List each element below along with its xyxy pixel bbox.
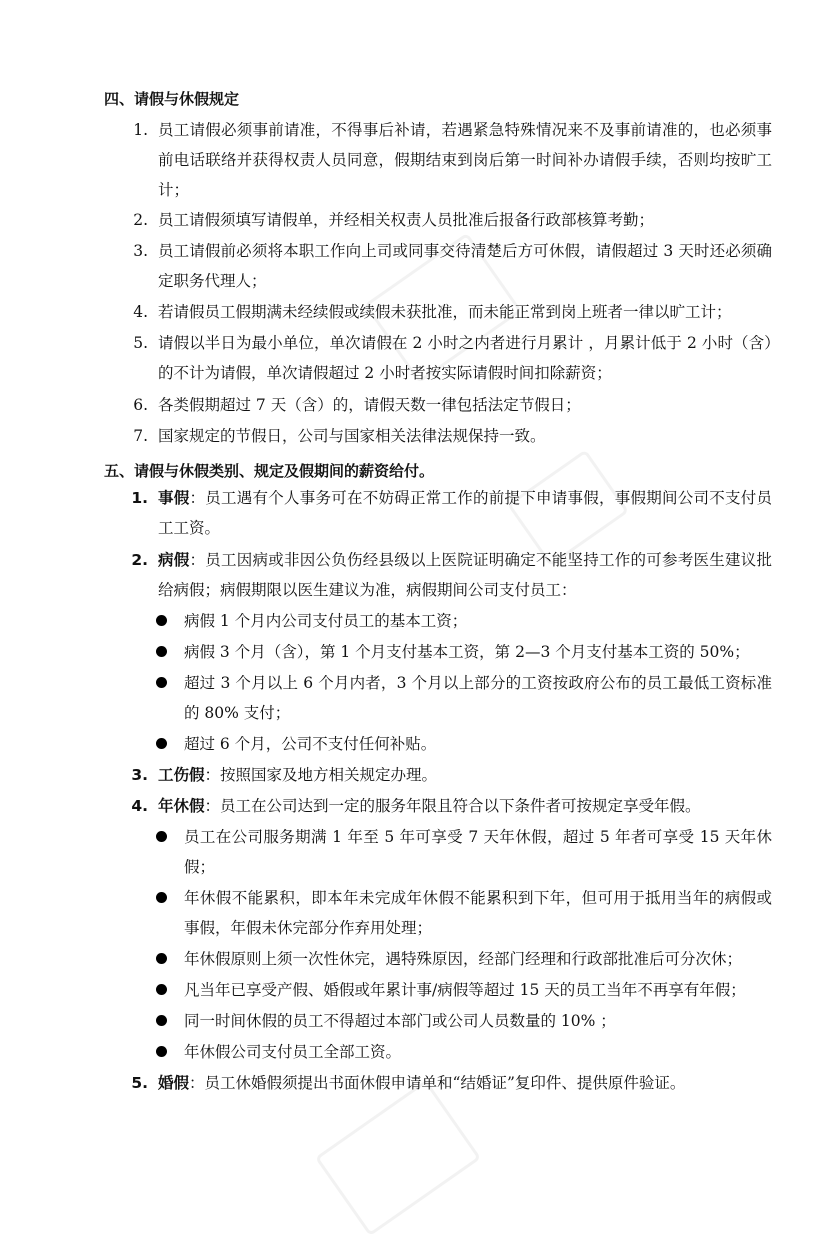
bullet-icon (156, 738, 167, 749)
bullet-icon (156, 892, 167, 903)
bullet-text: 年休假公司支付员工全部工资。 (184, 1043, 402, 1061)
bullet-text: 年休假原则上须一次性休完，遇特殊原因，经部门经理和行政部批准后可分次休； (184, 950, 743, 968)
bullet-text: 凡当年已享受产假、婚假或年累计事/病假等超过 15 天的员工当年不再享有年假； (184, 981, 746, 999)
leave-type-work-injury (112, 760, 772, 790)
rule-item-1 (112, 115, 772, 205)
item-number: 7. (133, 427, 148, 445)
item-text: 员工请假前必须将本职工作向上司或同事交待清楚后方可休假，请假超过 3 天时还必须确定职务代理人； (158, 242, 772, 290)
watermark-shape (315, 1080, 481, 1236)
leave-type-label: 病假 (158, 551, 190, 569)
leave-type-desc: ：员工休婚假须提出书面休假申请单和“结婚证”复印件、提供原件验证。 (189, 1074, 686, 1092)
rule-item-7 (112, 421, 772, 451)
leave-type-desc: ：员工遇有个人事务可在不妨碍正常工作的前提下申请事假，事假期间公司不支付员工工资。 (158, 489, 772, 537)
item-number: 4. (133, 303, 148, 321)
rule-item-6 (112, 390, 772, 420)
item-text (158, 545, 772, 605)
item-number: 3. (131, 766, 148, 784)
annual-bullet-4 (156, 975, 772, 1005)
item-text: 请假以半日为最小单位，单次请假在 2 小时之内者进行月累计 ，月累计低于 2 小时（含）的不计为请假，单次请假超过 2 小时者按实际请假时间扣除薪资； (158, 334, 772, 382)
bullet-icon (156, 831, 167, 842)
leave-type-annual (112, 791, 772, 821)
bullet-icon (156, 1046, 167, 1057)
item-number: 2. (133, 211, 148, 229)
item-number: 5. (133, 334, 148, 352)
leave-type-desc: ：员工因病或非因公负伤经县级以上医院证明确定不能坚持工作的可参考医生建议批给病假；病假期限以医生建议为准，病假期间公司支付员工： (158, 551, 772, 599)
leave-type-label: 婚假 (158, 1074, 190, 1092)
item-number: 5. (131, 1074, 148, 1092)
sick-bullet-2 (156, 637, 772, 667)
item-number: 3. (133, 242, 148, 260)
annual-bullet-2 (156, 883, 772, 943)
bullet-text: 超过 3 个月以上 6 个月内者，3 个月以上部分的工资按政府公布的员工最低工资标准的 80% 支付； (184, 674, 772, 722)
annual-bullet-1 (156, 822, 772, 882)
annual-bullet-3 (156, 944, 772, 974)
rule-item-4 (112, 297, 772, 327)
bullet-text: 年休假不能累积，即本年未完成年休假不能累积到下年，但可用于抵用当年的病假或事假，年假未休完部分作弃用处理； (184, 889, 772, 937)
bullet-text: 病假 3 个月（含），第 1 个月支付基本工资，第 2—3 个月支付基本工资的 50%； (184, 643, 750, 661)
item-text: 员工请假必须事前请准，不得事后补请，若遇紧急特殊情况来不及事前请准的，也必须事前电话联络并获得权责人员同意，假期结束到岗后第一时间补办请假手续，否则均按旷工计； (158, 121, 772, 199)
bullet-icon (156, 1015, 167, 1026)
leave-type-label: 事假 (158, 489, 190, 507)
leave-type-desc: ：按照国家及地方相关规定办理。 (204, 766, 438, 784)
item-text: 若请假员工假期满未经续假或续假未获批准，而未能正常到岗上班者一律以旷工计； (158, 303, 732, 321)
bullet-text: 超过 6 个月，公司不支付任何补贴。 (184, 735, 437, 753)
section-5-heading: 五、请假与休假类别、规定及假期间的薪资给付。 (104, 462, 435, 480)
bullet-text: 同一时间休假的员工不得超过本部门或公司人员数量的 10% ； (184, 1012, 616, 1030)
item-number: 6. (133, 396, 148, 414)
bullet-icon (156, 984, 167, 995)
bullet-text: 员工在公司服务期满 1 年至 5 年可享受 7 天年休假，超过 5 年者可享受 15 天年休假； (184, 828, 772, 876)
sick-bullet-1 (156, 606, 772, 636)
item-text (158, 1068, 772, 1098)
bullet-icon (156, 677, 167, 688)
item-number: 1. (133, 121, 148, 139)
item-text (158, 760, 772, 790)
annual-bullet-6 (156, 1037, 772, 1067)
item-text: 员工请假须填写请假单，并经相关权责人员批准后报备行政部核算考勤； (158, 211, 655, 229)
item-text (158, 483, 772, 543)
bullet-icon (156, 646, 167, 657)
leave-type-marriage (112, 1068, 772, 1098)
rule-item-3 (112, 236, 772, 296)
leave-type-personal (112, 483, 772, 543)
leave-type-label: 工伤假 (158, 766, 205, 784)
leave-type-sick (112, 545, 772, 605)
item-text (158, 791, 772, 821)
annual-bullet-5 (156, 1006, 772, 1036)
bullet-icon (156, 953, 167, 964)
leave-type-label: 年休假 (158, 797, 205, 815)
item-text: 国家规定的节假日，公司与国家相关法律法规保持一致。 (158, 427, 546, 445)
bullet-text: 病假 1 个月内公司支付员工的基本工资； (184, 612, 468, 630)
rule-item-5 (112, 328, 772, 388)
rule-item-2 (112, 205, 772, 235)
sick-bullet-3 (156, 668, 772, 728)
section-4-heading: 四、请假与休假规定 (104, 90, 240, 108)
item-number: 2. (131, 551, 148, 569)
sick-bullet-4 (156, 729, 772, 759)
bullet-icon (156, 615, 167, 626)
item-number: 4. (131, 797, 148, 815)
leave-type-desc: ：员工在公司达到一定的服务年限且符合以下条件者可按规定享受年假。 (204, 797, 701, 815)
item-text: 各类假期超过 7 天（含）的，请假天数一律包括法定节假日； (158, 396, 581, 414)
item-number: 1. (131, 489, 148, 507)
